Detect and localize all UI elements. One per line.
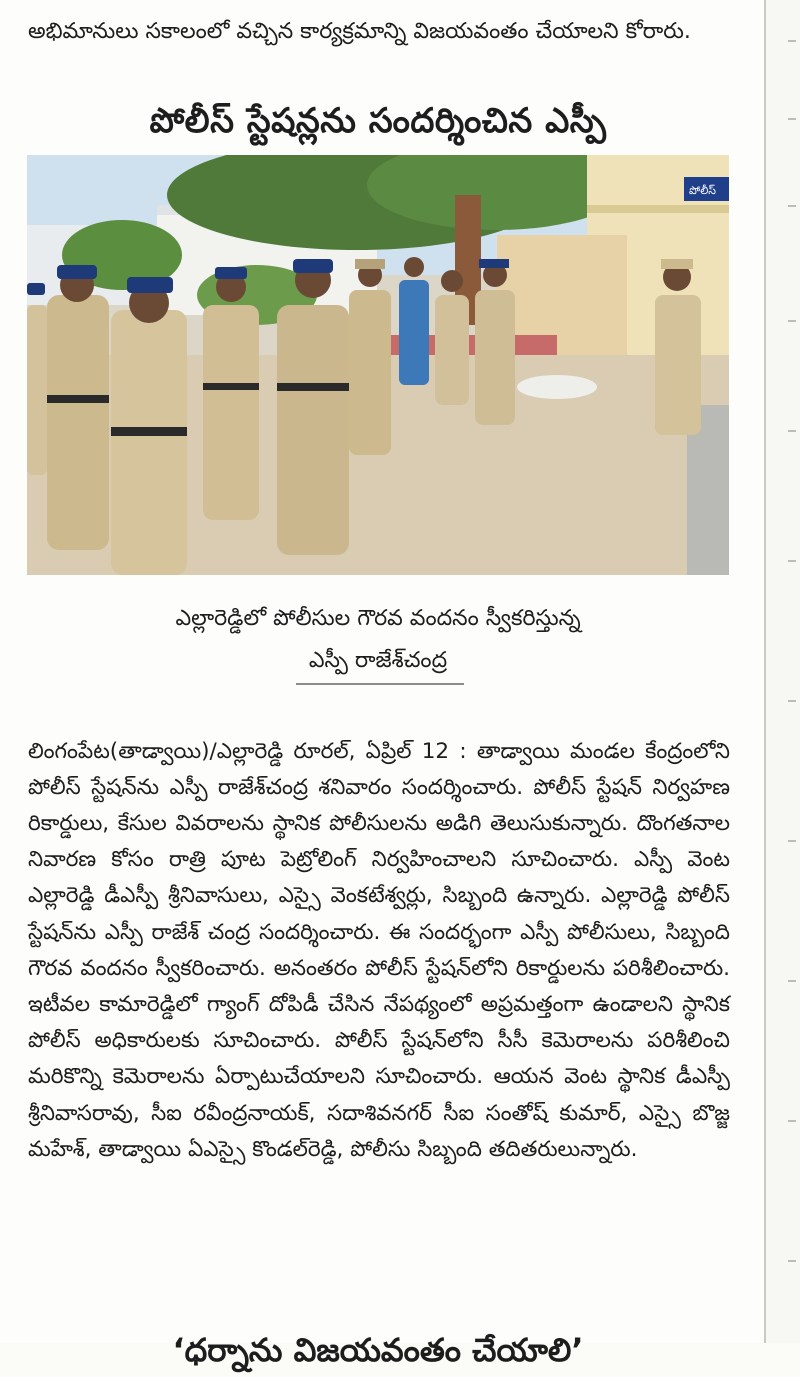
article-body: లింగంపేట(తాడ్వాయి)/ఎల్లారెడ్డి రూరల్, ఏప్రిల్ 12 : తాడ్వాయి మండల కేంద్రంలోని పోలీస్ స్టేషన్‌ను ఎస్పీ రాజేశ్‌చంద్ర శనివారం సందర్శించారు. పోలీస్ స్టేషన్ నిర్వహణ రికార్డులు, కేసుల వివరాలను స్థానిక పోలీసులను అడిగి తెలుసుకున్నారు. దొంగతనాల నివారణ కోసం రాత్రి పూట పెట్రోలింగ్ నిర్వహించాలని సూచించారు. ఎస్పీ వెంట ఎల్లారెడ్డి డీఎస్పీ శ్రీనివాసులు, ఎస్సై వెంకటేశ్వర్లు, సిబ్బంది ఉన్నారు. ఎల్లారెడ్డి పోలీస్ స్టేషన్‌ను ఎస్పీ రాజేశ్ చంద్ర సందర్శించారు. ఈ సందర్భంగా ఎస్పీ పోలీసులు, సిబ్బంది గౌరవ వందనం స్వీకరించారు. అనంతరం పోలీస్ స్టేషన్‌లోని రికార్డులను పరిశీలించారు. ఇటీవల కామారెడ్డిలో గ్యాంగ్ దోపిడీ చేసిన నేపథ్యంలో అప్రమత్తంగా ఉండాలని స్థానిక పోలీస్ అధికారులకు సూచించారు. పోలీస్ స్టేషన్‌లోని సీసీ కెమెరాలను పరిశీలించి మరికొన్ని కెమెరాలను ఏర్పాటుచేయాలని సూచించారు. ఆయన వెంట స్థానిక డీఎస్పీ శ్రీనివాసరావు, సీఐ రవీంద్రనాయక్, సదాశివనగర్ సీఐ సంతోష్ కుమార్, ఎస్సై బొజ్జ మహేశ్, తాడ్వాయి ఏఎస్సై కొండల్‌రెడ్డి, పోలీసు సిబ్బంది తదితరులున్నారు. <box>28 738 730 1162</box>
previous-article-ending: అభిమానులు సకాలంలో వచ్చిన కార్యక్రమాన్ని విజయవంతం చేయాలని కోరారు. <box>28 19 691 44</box>
caption-line-2: ఎస్పీ రాజేశ్‌చంద్ర <box>308 648 448 673</box>
news-photo <box>27 155 729 575</box>
article-headline: పోలీస్ స్టేషన్లను సందర్శించిన ఎస్పీ <box>149 100 607 141</box>
adjacent-column-edge <box>766 0 800 1343</box>
station-sign-text: పోలీస్ <box>689 184 716 197</box>
photo-caption <box>28 598 728 682</box>
caption-line-1: ఎల్లారెడ్డిలో పోలీసుల గౌరవ వందనం స్వీకరిస్తున్న <box>175 606 581 631</box>
police-parade-photo-illustration <box>27 155 729 575</box>
next-article-headline: ‘ధర్నాను విజయవంతం చేయాలి’ <box>172 1330 584 1369</box>
caption-divider <box>296 683 464 685</box>
